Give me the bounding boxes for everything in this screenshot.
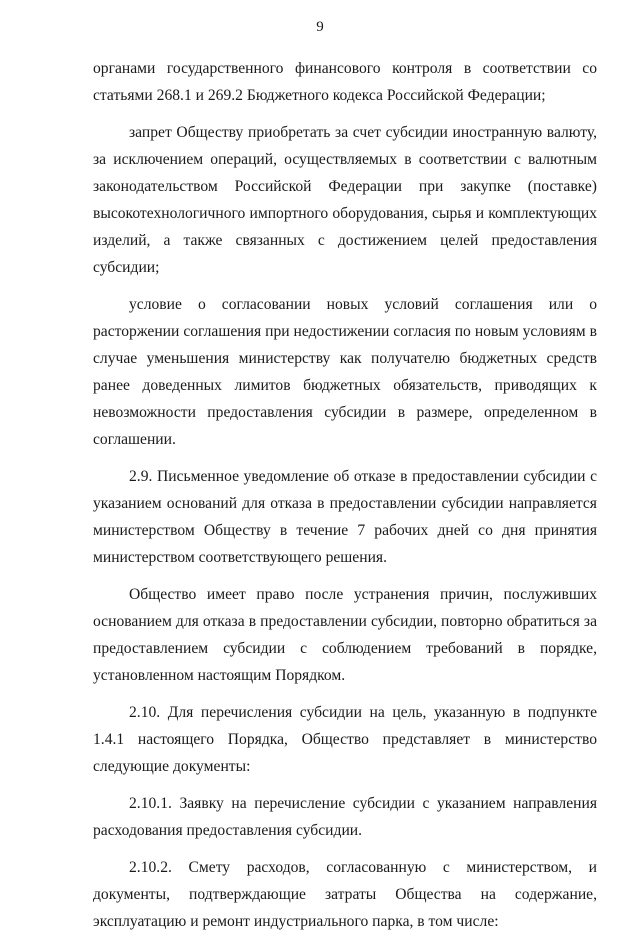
page-number: 9 — [316, 19, 324, 35]
paragraph-reapply: Общество имеет право после устранения причин, послуживших основанием для отказа в предоставлении субсидии, повторно обратиться за предоставлением субсидии с соблюдением требований в порядке, установленном настоящим Порядком. — [93, 586, 597, 684]
document-body — [93, 55, 597, 935]
paragraph-agreement-condition: условие о согласовании новых условий соглашения или о расторжении соглашения при недостижении согласия по новым условиям в случае уменьшения министерству как получателю бюджетных средств ранее доведенных лимитов бюджетных обязательств, приводящих к невозможности предоставления субсидии в размере, определенном в соглашении. — [93, 296, 597, 448]
paragraph-continuation: органами государственного финансового контроля в соответствии со статьями 268.1 и 269.2 Бюджетного кодекса Российской Федерации; — [93, 60, 597, 104]
paragraph-2-9: 2.9. Письменное уведомление об отказе в предоставлении субсидии с указанием оснований для отказа в предоставлении субсидии направляется министерством Обществу в течение 7 рабочих дней со дня принятия министерством соответствующего решения. — [93, 468, 597, 566]
paragraph-2-10-1: 2.10.1. Заявку на перечисление субсидии с указанием направления расходования предоставления субсидии. — [93, 795, 597, 839]
paragraph-2-10-2: 2.10.2. Смету расходов, согласованную с министерством, и документы, подтверждающие затраты Общества на содержание, эксплуатацию и ремонт индустриального парка, в том числе: — [93, 859, 597, 930]
paragraph-currency-ban: запрет Обществу приобретать за счет субсидии иностранную валюту, за исключением операций, осуществляемых в соответствии с валютным законодательством Российской Федерации при закупке (поставке) высокотехнологичного импортного оборудования, сырья и комплектующих изделий, а также связанных с достижением целей предоставления субсидии; — [93, 124, 597, 276]
paragraph-2-10: 2.10. Для перечисления субсидии на цель, указанную в подпункте 1.4.1 настоящего Порядка, Общество представляет в министерство следующие документы: — [93, 704, 597, 775]
